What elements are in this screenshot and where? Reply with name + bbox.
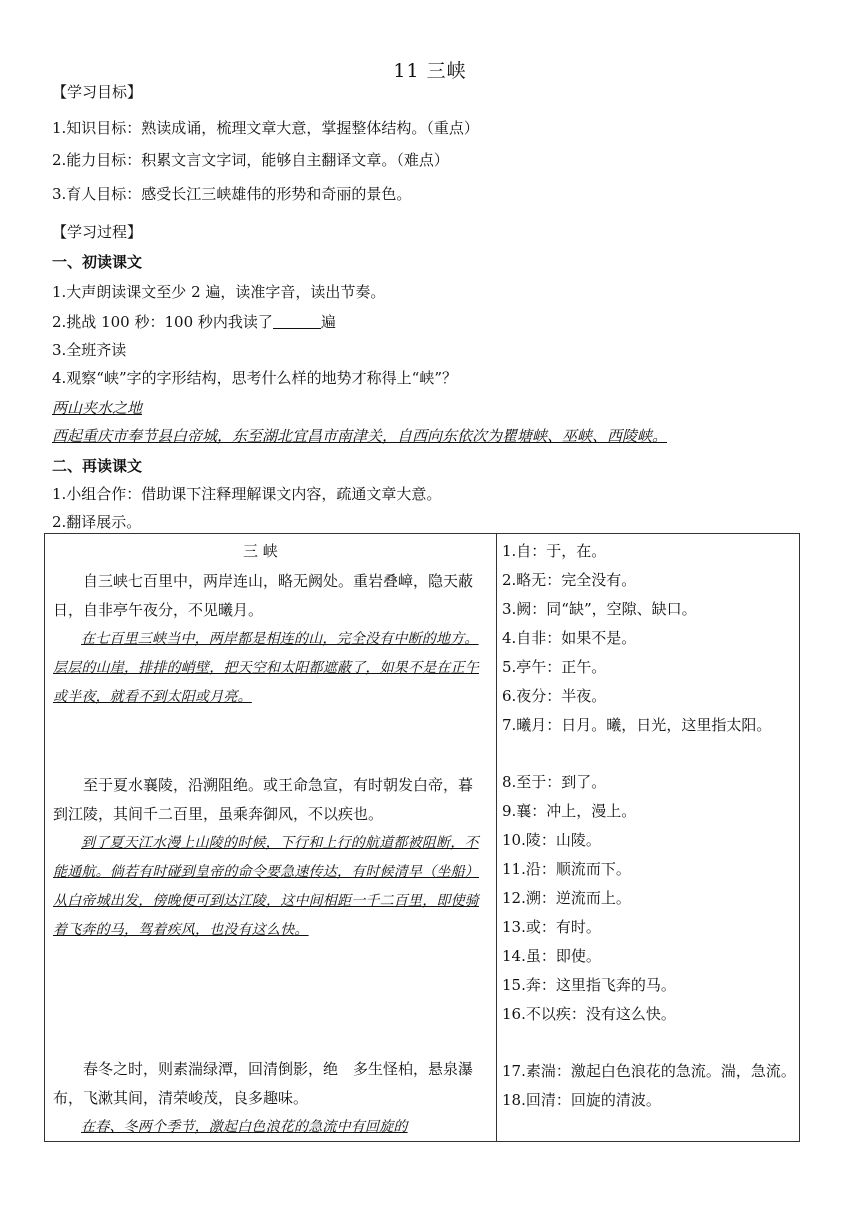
process-heading: 【学习过程】 <box>52 223 143 241</box>
note-item: 15.奔：这里指飞奔的马。 <box>502 976 676 994</box>
answer-line: 两山夹水之地 <box>52 399 143 417</box>
original-text-block <box>53 771 485 945</box>
task-item-challenge <box>52 312 336 332</box>
note-item: 11.沿：顺流而下。 <box>502 860 631 878</box>
notes-column <box>502 1057 798 1115</box>
notes-column <box>502 537 798 740</box>
translation-paragraph: 在七百里三峡当中，两岸都是相连的山，完全没有中断的地方。层层的山崖，排排的峭壁，把天空和太阳都遮蔽了，如果不是在正午或半夜，就看不到太阳或月亮。 <box>53 631 479 705</box>
section-heading-reread: 二、再读课文 <box>52 457 143 475</box>
task-item: 1.大声朗读课文至少 2 遍，读准字音，读出节奏。 <box>52 283 386 301</box>
note-item: 12.溯：逆流而上。 <box>502 889 631 907</box>
task-text: 2.挑战 100 秒：100 秒内我读了 <box>52 313 273 331</box>
goal-item: 1.知识目标：熟读成诵，梳理文章大意，掌握整体结构。（重点） <box>52 119 479 137</box>
note-item: 1.自：于，在。 <box>502 542 607 560</box>
note-item: 18.回清：回旋的清波。 <box>502 1091 661 1109</box>
text-title: 三 峡 <box>243 542 278 560</box>
task-item: 3.全班齐读 <box>52 341 127 359</box>
goal-item: 2.能力目标：积累文言文字词，能够自主翻译文章。（难点） <box>52 151 449 169</box>
note-item: 4.自非：如果不是。 <box>502 629 637 647</box>
translation-paragraph: 到了夏天江水漫上山陵的时候，下行和上行的航道都被阻断，不能通航。倘若有时碰到皇帝的命令要急速传达，有时候清早（坐船）从白帝城出发，傍晚便可到达江陵，这中间相距一千二百里，即使骑着飞奔的马，驾着疾风，也没有这么快。 <box>53 835 479 938</box>
original-paragraph: 自三峡七百里中，两岸连山，略无阙处。重岩叠嶂，隐天蔽日，自非亭午夜分，不见曦月。 <box>53 572 474 619</box>
answer-line: 西起重庆市奉节县白帝城，东至湖北宜昌市南津关，自西向东依次为瞿塘峡、巫峡、西陵峡。 <box>52 427 668 445</box>
note-item: 3.阙：同“缺”，空隙、缺口。 <box>502 600 697 618</box>
task-item: 1.小组合作：借助课下注释理解课文内容，疏通文章大意。 <box>52 485 442 503</box>
note-item: 2.略无：完全没有。 <box>502 571 637 589</box>
note-item: 16.不以疾：没有这么快。 <box>502 1005 676 1023</box>
note-item: 6.夜分：半夜。 <box>502 687 607 705</box>
task-text: 遍 <box>320 313 336 331</box>
note-item: 17.素湍：激起白色浪花的急流。湍，急流。 <box>502 1062 796 1080</box>
goal-item: 3.育人目标：感受长江三峡雄伟的形势和奇丽的景色。 <box>52 185 412 203</box>
goals-heading: 【学习目标】 <box>52 83 143 101</box>
note-item: 10.陵：山陵。 <box>502 831 601 849</box>
fill-blank[interactable] <box>273 314 321 329</box>
note-item: 5.亭午：正午。 <box>502 658 607 676</box>
original-text-block <box>53 1055 485 1142</box>
original-paragraph: 春冬之时，则素湍绿潭，回清倒影，绝 多生怪柏，悬泉瀑布，飞漱其间，清荣峻茂，良多趣味。 <box>53 1060 474 1107</box>
note-item: 9.襄：冲上，漫上。 <box>502 802 637 820</box>
translation-table <box>44 533 800 1142</box>
original-paragraph: 至于夏水襄陵，沿溯阻绝。或王命急宣，有时朝发白帝，暮到江陵，其间千二百里，虽乘奔御风，不以疾也。 <box>53 776 474 823</box>
note-item: 14.虽：即使。 <box>502 947 601 965</box>
original-text-block <box>53 567 485 712</box>
notes-column <box>502 768 798 1029</box>
translation-paragraph: 在春、冬两个季节，激起白色浪花的急流中有回旋的 <box>81 1119 408 1135</box>
task-item: 4.观察“峡”字的字形结构，思考什么样的地势才称得上“峡”？ <box>52 369 457 387</box>
note-item: 7.曦月：日月。曦，日光，这里指太阳。 <box>502 716 772 734</box>
page-title: 11 三峡 <box>393 60 467 82</box>
note-item: 13.或：有时。 <box>502 918 601 936</box>
column-divider <box>496 534 497 1141</box>
section-heading-first-read: 一、初读课文 <box>52 253 143 271</box>
note-item: 8.至于：到了。 <box>502 773 607 791</box>
task-item: 2.翻译展示。 <box>52 513 142 531</box>
